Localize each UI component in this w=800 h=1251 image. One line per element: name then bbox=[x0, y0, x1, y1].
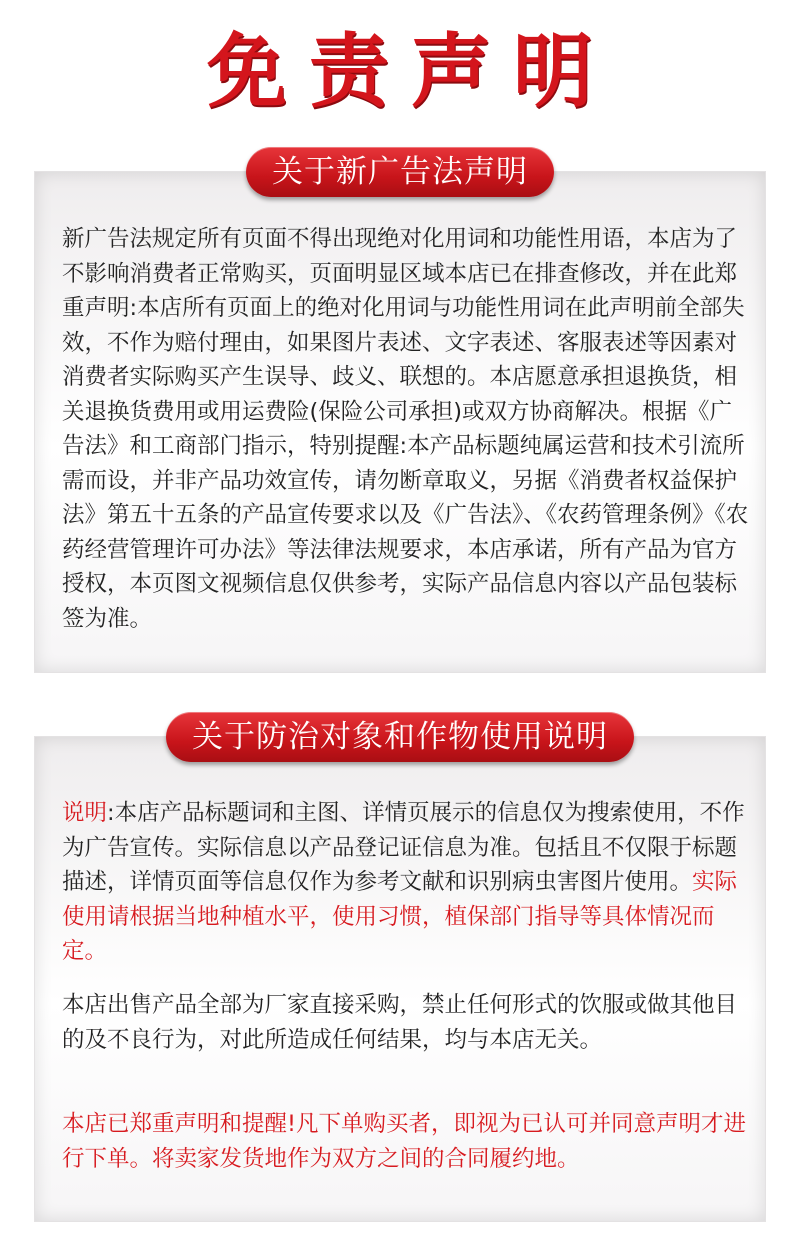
sourcing-statement: 本店出售产品全部为厂家直接采购，禁止任何形式的饮服或做其他目的及不良行为，对此所造成任何结果，均与本店无关。 bbox=[62, 992, 738, 1053]
note-red-text: 实际使用请根据当地种植水平，使用习惯，植保部门指导等具体情况而定。 bbox=[62, 869, 738, 964]
note-label: 说明 bbox=[62, 800, 108, 826]
advertising-law-statement: 新广告法规定所有页面不得出现绝对化用词和功能性用语，本店为了不影响消费者正常购买，页面明显区域本店已在排查修改，并在此郑重声明:本店所有页面上的绝对化用词与功能性用词在此声明前全部失效，不作为赔付理由，如果图片表述、文字表述、客服表述等因素对消费者实际购买产生误导、歧义、联想的。本店愿意承担退换货，相关退换货费用或用运费险(保险公司承担)或双方协商解决。根据《广告法》和工商部门指示，特别提醒:本产品标题纯属运营和技术引流所需而设，并非产品功效宣传，请勿断章取义，另据《消费者权益保护法》第五十五条的产品宣传要求以及《广告法》、《农药管理条例》《农药经营管理许可办法》等法律法规要求，本店承诺，所有产品为官方授权，本页图文视频信息仅供参考，实际产品信息内容以产品包装标签为准。 bbox=[62, 226, 749, 632]
note-body: :本店产品标题词和主图、详情页展示的信息仅为搜索使用，不作为广告宣传。实际信息以产品登记证信息为准。包括且不仅限于标题描述，详情页面等信息仅作为参考文献和识别病虫害图片使用。 bbox=[62, 800, 745, 895]
section-heading-usage-instructions: 关于防治对象和作物使用说明 bbox=[166, 712, 634, 762]
section-heading-advertising-law: 关于新广告法声明 bbox=[246, 147, 554, 197]
page-title: 免责声明 bbox=[207, 25, 615, 118]
usage-note bbox=[62, 796, 752, 969]
order-warning: 本店已郑重声明和提醒!凡下单购买者，即视为已认可并同意声明才进行下单。将卖家发货地作为双方之间的合同履约地。 bbox=[62, 1111, 747, 1172]
